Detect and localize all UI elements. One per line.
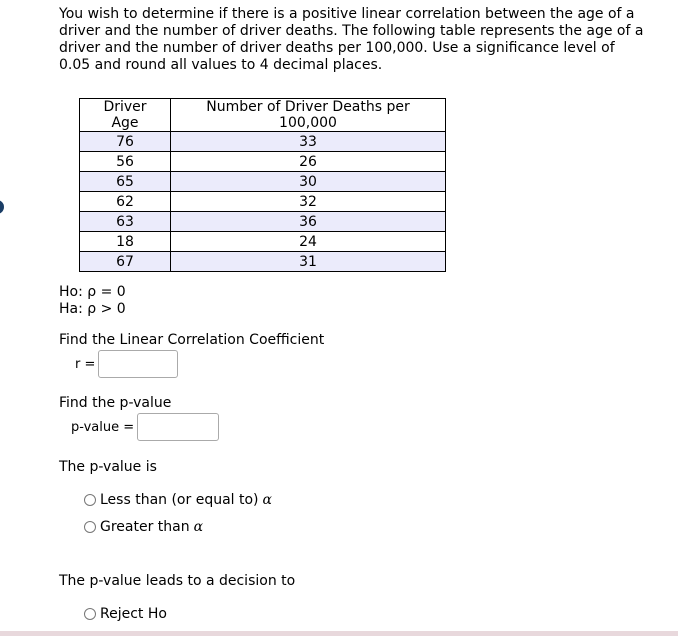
table-cell: 24 <box>171 232 446 252</box>
alpha-symbol: α <box>262 492 272 508</box>
column-header-driver-age: Driver Age <box>80 99 171 132</box>
table-row <box>80 192 446 212</box>
table-cell: 56 <box>80 152 171 172</box>
table-row <box>80 232 446 252</box>
option-label: Less than (or equal to) <box>100 492 259 508</box>
table-cell: 26 <box>171 152 446 172</box>
table-cell: 36 <box>171 212 446 232</box>
pvalue-input[interactable] <box>137 413 219 441</box>
option-label: Reject Ho <box>100 606 167 622</box>
data-table <box>79 98 446 272</box>
bottom-scroll-edge <box>0 631 678 636</box>
table-cell: 33 <box>171 132 446 152</box>
correlation-heading: Find the Linear Correlation Coefficient <box>59 332 325 348</box>
option-less-than[interactable] <box>84 492 272 508</box>
r-input[interactable] <box>98 350 178 378</box>
r-label: r = <box>75 357 96 372</box>
alternative-hypothesis: Ha: ρ > 0 <box>59 301 126 317</box>
table-cell: 67 <box>80 252 171 272</box>
pvalue-label: p-value = <box>71 420 135 435</box>
table-header-row <box>80 99 446 132</box>
comparison-heading: The p-value is <box>59 459 157 475</box>
table-cell: 62 <box>80 192 171 212</box>
option-label: Greater than <box>100 519 190 535</box>
radio-button[interactable] <box>84 494 96 506</box>
decision-heading: The p-value leads to a decision to <box>59 573 296 589</box>
null-hypothesis: Ho: ρ = 0 <box>59 284 126 300</box>
table-row <box>80 172 446 192</box>
left-edge-marker <box>0 200 4 214</box>
option-greater-than[interactable] <box>84 519 203 535</box>
table-cell: 31 <box>171 252 446 272</box>
radio-button[interactable] <box>84 608 96 620</box>
table-cell: 65 <box>80 172 171 192</box>
problem-statement: You wish to determine if there is a positive linear correlation between the age of a driver and the number of driver deaths. The following table represents the age of a driver and the number of driver deaths per 100,000. Use a significance level of 0.05 and round all values to 4 decimal places. <box>59 6 644 73</box>
table-row <box>80 132 446 152</box>
radio-button[interactable] <box>84 521 96 533</box>
table-row <box>80 252 446 272</box>
option-reject-ho[interactable] <box>84 606 167 622</box>
table-cell: 63 <box>80 212 171 232</box>
table-cell: 18 <box>80 232 171 252</box>
pvalue-heading: Find the p-value <box>59 395 172 411</box>
table-row <box>80 212 446 232</box>
column-header-driver-deaths: Number of Driver Deaths per 100,000 <box>171 99 446 132</box>
table-cell: 32 <box>171 192 446 212</box>
table-cell: 76 <box>80 132 171 152</box>
alpha-symbol: α <box>193 519 204 535</box>
table-row <box>80 152 446 172</box>
table-cell: 30 <box>171 172 446 192</box>
